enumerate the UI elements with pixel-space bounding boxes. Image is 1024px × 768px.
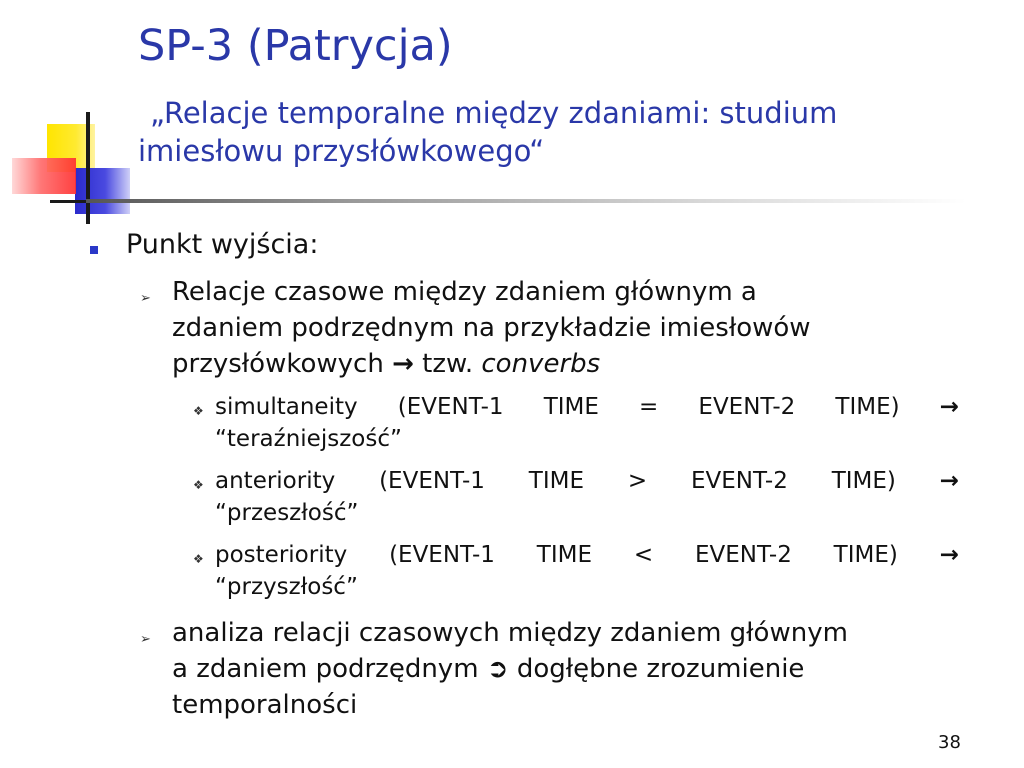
- subitem-3-w3: EVENT-2: [694, 542, 792, 568]
- item-1-line-3: [172, 346, 811, 382]
- item-2-line-2-text: a zdaniem podrzędnym: [172, 654, 479, 684]
- diamond-bullet-icon: ❖: [193, 478, 204, 492]
- subitem-1-w2: TIME: [543, 394, 599, 420]
- subitem-2-w3: EVENT-2: [690, 468, 788, 494]
- arrowhead-bullet-icon: ➢: [140, 632, 151, 647]
- subitem-simultaneity: [215, 391, 959, 455]
- subitem-1-term: simultaneity: [215, 394, 358, 420]
- subitem-2-gloss: “przeszłość”: [215, 500, 359, 526]
- subitem-1-w3: EVENT-2: [698, 394, 796, 420]
- right-arrow-icon: →: [939, 394, 959, 420]
- subitem-2-w2: TIME: [528, 468, 584, 494]
- subitem-3-op: <: [633, 542, 654, 568]
- subitem-2-row-1: [215, 465, 959, 497]
- circle-arrow-icon: ➲: [486, 654, 509, 684]
- square-bullet-icon: [90, 246, 98, 254]
- subitem-1-w4: TIME): [835, 394, 900, 420]
- diamond-bullet-icon: ❖: [193, 404, 204, 418]
- bullet-item-1: [172, 274, 811, 382]
- item-2-line-2-tail: dogłębne zrozumienie: [516, 654, 805, 684]
- subitem-1-gloss: “teraźniejszość”: [215, 426, 402, 452]
- right-arrow-icon: →: [939, 468, 959, 494]
- logo-red-square: [12, 158, 76, 194]
- subtitle-line-2: imiesłowu przysłówkowego“: [138, 134, 545, 168]
- item-2-line-2: [172, 651, 848, 687]
- subtitle-line-1: „Relacje temporalne między zdaniami: studium: [150, 96, 838, 130]
- arrowhead-bullet-icon: ➢: [140, 291, 151, 306]
- logo-blue-square: [75, 168, 130, 214]
- subitem-2-w4: TIME): [831, 468, 896, 494]
- subitem-3-w2: TIME: [536, 542, 592, 568]
- item-1-line-2: zdaniem podrzędnym na przykładzie imiesłowów: [172, 313, 811, 343]
- subitem-2-op: >: [627, 468, 648, 494]
- subitem-anteriority: [215, 465, 959, 529]
- item-1-line-3-italic: converbs: [481, 349, 601, 379]
- subitem-3-w4: TIME): [833, 542, 898, 568]
- title-rule: [86, 199, 966, 203]
- bullet-item-2: [172, 615, 848, 723]
- right-arrow-icon: →: [939, 542, 959, 568]
- slide-logo: [0, 0, 140, 230]
- subitem-1-op: =: [639, 394, 659, 420]
- page-number: 38: [938, 732, 961, 753]
- item-1-line-1: Relacje czasowe między zdaniem głównym a: [172, 277, 757, 307]
- subitem-2-w1: (EVENT-1: [379, 468, 485, 494]
- logo-vertical-line: [86, 112, 90, 224]
- subitem-3-row-1: [215, 539, 959, 571]
- item-2-line-1: analiza relacji czasowych między zdaniem głównym: [172, 618, 848, 648]
- subitem-3-term: posteriority: [215, 542, 348, 568]
- slide-subtitle: [138, 94, 898, 170]
- subitem-2-term: anteriority: [215, 468, 336, 494]
- subitem-1-w1: (EVENT-1: [397, 394, 504, 420]
- slide-title: SP-3 (Patrycja): [138, 21, 453, 71]
- item-1-line-3-tail: tzw.: [422, 349, 474, 379]
- item-2-line-3: temporalności: [172, 690, 358, 720]
- subitem-posteriority: [215, 539, 959, 603]
- bullet-level1: Punkt wyjścia:: [126, 229, 319, 260]
- subitem-3-w1: (EVENT-1: [389, 542, 495, 568]
- item-1-line-3-text: przysłówkowych: [172, 349, 384, 379]
- subitem-3-gloss: “przyszłość”: [215, 574, 358, 600]
- diamond-bullet-icon: ❖: [193, 552, 204, 566]
- right-arrow-icon: →: [392, 349, 414, 379]
- subitem-1-row-1: [215, 391, 959, 423]
